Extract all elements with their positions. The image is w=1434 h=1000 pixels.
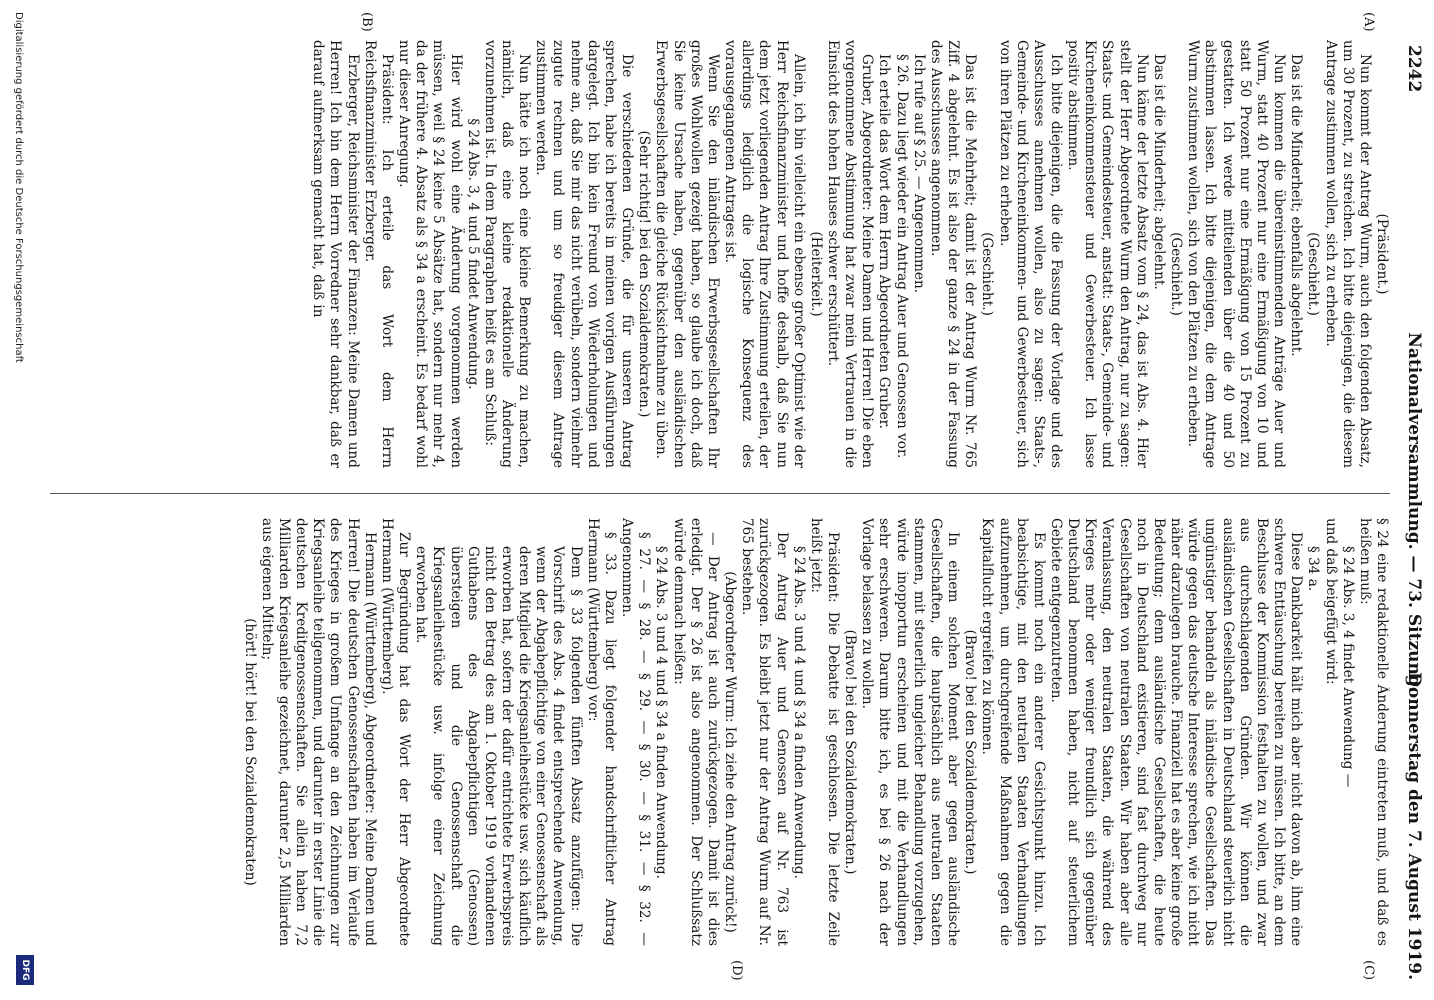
paragraph: Das ist die Minderheit; abgelehnt. bbox=[1150, 54, 1167, 290]
paragraph: Wenn Sie den inländischen Erwerbsgesellschaften Ihr großes Wohlwollen gezeigt haben, so glaube ich doch, daß Sie keine Ursache haben, gegenüber den ausländischen Erwerbsgesellschaften die gleiche Rücksichtnahme zu üben. bbox=[653, 40, 721, 468]
paragraph: § 24 Abs. 3, 4 und 5 findet Anwendung. bbox=[464, 118, 481, 390]
paragraph: Hier wird wohl eine Änderung vorgenommen werden müssen, weil § 24 keine 5 Absätze hat, sondern nur mehr 4, da der frühere 4. Absatz als § 34 a erscheint. Es bedarf wohl nur dieser Anregung. bbox=[396, 40, 464, 468]
left-text-column bbox=[50, 40, 1390, 468]
paragraph: (Sehr richtig! bei den Sozialdemokraten.) bbox=[636, 130, 653, 418]
digitization-credit: Digitalisierung gefördert durch die Deutsche Forschungsgemeinschaft bbox=[13, 12, 24, 363]
paragraph: Der Antrag Auer und Genossen auf Nr. 763 ist zurückgezogen. Es bleibt jetzt nur der Antrag Wurm auf Nr. 765 bestehen. bbox=[739, 518, 790, 946]
paragraph: § 26. Dazu liegt wieder ein Antrag Auer und Genossen vor. bbox=[893, 54, 910, 459]
paragraph: § 24 Abs. 3, 4 findet Anwendung — bbox=[1339, 546, 1356, 788]
paragraph: Erzberger, Reichsminister der Finanzen: Meine Damen und Herren! Ich bin dem Herrn Vorredner sehr dankbar, daß er darauf aufmerksam gemacht hat, daß in bbox=[310, 40, 361, 468]
paragraph: (Präsident.) bbox=[1374, 213, 1390, 295]
margin-mark-a: (A) bbox=[1361, 12, 1376, 32]
paragraph: Nun kommt der Antrag Wurm, auch den folgenden Absatz, um 30 Prozent, zu streichen. Ich bitte diejenigen, die diesem Antrage zustimmen wollen, sich zu erheben. bbox=[1322, 40, 1373, 468]
right-text-column bbox=[50, 518, 1390, 946]
paragraph: (Abgeordneter Wurm: Ich ziehe den Antrag zurück!) bbox=[722, 571, 739, 933]
page-number: 2242 bbox=[1404, 45, 1424, 93]
paragraph: Zur Begründung hat das Wort der Herr Abgeordnete Hermann (Württemberg). bbox=[378, 518, 413, 946]
session-date: Donnerstag den 7. August 1919. bbox=[1404, 672, 1424, 980]
paragraph: (Heiterkeit.) bbox=[807, 231, 824, 317]
paragraph: Ich rufe auf § 25. — Angenommen. bbox=[910, 54, 927, 294]
paragraph: § 24 eine redaktionelle Änderung eintreten muß, und daß es heißen muß: bbox=[1356, 518, 1390, 946]
paragraph: (Geschieht.) bbox=[979, 232, 996, 316]
paragraph: Nun hätte ich noch eine kleine Bemerkung zu machen, nämlich, daß eine kleine redaktionelle Änderung vorzunehmen ist. In dem Paragraphen heißt es am Schluß: bbox=[481, 40, 533, 468]
paragraph: (Geschieht.) bbox=[1168, 232, 1185, 316]
paragraph: Ich bitte diejenigen, die die Fassung der Vorlage und des Ausschusses annehmen wollen, also zu sagen: Staats-, Gemeinde- und Kircheneinkommen- und Gewerbesteuer, sich von ihren Plätzen zu erheben. bbox=[996, 40, 1065, 468]
paragraph: Nun käme der letzte Absatz vom § 24, das ist Abs. 4. Hier stellt der Herr Abgeordnete Wurm den Antrag, nur zu sagen: Staats- und Gemeindesteuer, anstatt: Staats-, Gemeinde- und Kircheneinkommensteuer und Gewerbesteuer. Ich lasse positiv abstimmen. bbox=[1065, 40, 1150, 468]
paragraph: § 33. Dazu liegt folgender handschriftlicher Antrag Hermann (Württemberg) vor: bbox=[584, 518, 618, 946]
paragraph: § 34 a. bbox=[1305, 546, 1322, 592]
paragraph: § 27. — § 28. — § 29. — § 30. — § 31. — § 32. — Angenommen. bbox=[619, 518, 653, 946]
page-header bbox=[1402, 45, 1426, 980]
column-divider bbox=[50, 493, 1390, 494]
paragraph: Nun kommen die übereinstimmenden Anträge Auer und Wurm, statt 40 Prozent nur eine Ermäßigung von 10 und statt 50 Prozent nur eine Ermäßigung von 15 Prozent zu gestatten. Ich werde mitteilenden über die 40 und 50 abstimmen lassen. Ich bitte diejenigen, die dem Antrage Wurm zustimmen wollen, sich von den Plätzen zu erheben. bbox=[1185, 40, 1288, 468]
paragraph: § 24 Abs. 3 und 4 und § 34 a finden Anwendung. bbox=[653, 546, 670, 879]
paragraph: Allein, ich bin vielleicht ein ebenso großer Optimist wie der Herr Reichsfinanzminister und hoffe deshalb, daß Sie nun dem jetzt vorliegenden Antrag Ihre Zustimmung erteilen, der allerdings lediglich die logische Konsequenz des vorausgegangenen Antrages ist. bbox=[722, 40, 807, 468]
margin-mark-b: (B) bbox=[359, 12, 374, 32]
margin-mark-c: (C) bbox=[1361, 960, 1376, 981]
paragraph: (Bravo! bei den Sozialdemokraten.) bbox=[962, 629, 979, 875]
page-title: Nationalversammlung. — 73. Sitzung. bbox=[1404, 332, 1424, 693]
paragraph: Ich erteile das Wort dem Herrn Abgeordneten Gruber. bbox=[876, 54, 893, 429]
paragraph: Diese Dankbarkeit hält mich aber nicht davon ab, ihm eine schwere Enttäuschung bereiten zu müssen. Ich bitte, an dem Beschlusse der Kommission festhalten zu wollen, und zwar aus durchschlagenden Gründen. Wir können die ausländischen Gesellschaften in Deutschland steuerlich nicht ungünstiger behandeln als inländische Gesellschaften. Das würde gegen das deutsche Interesse sprechen, wie ich nicht näher darzulegen brauche. Finanziell hat es aber keine große Bedeutung; denn ausländische Gesellschaften, die heute noch in Deutschland existieren, sind fast durchweg nur Gesellschaften von neutralen Staaten. Wir haben aber alle Veranlassung, den neutralen Staaten, die während des Krieges mehr oder weniger freundlich sich gegenüber Deutschland benommen haben, nicht auf steuerlichem Gebiete entgegenzutreten. bbox=[1048, 518, 1305, 946]
paragraph: § 24 Abs. 3 und 4 und § 34 a finden Anwendung. bbox=[790, 546, 807, 879]
paragraph: (Bravo! bei den Sozialdemokraten.) bbox=[842, 629, 859, 875]
paragraph: — Der Antrag ist auch zurückgezogen. Damit ist dies erledigt. Der § 26 ist also angenommen. Der Schlußsatz würde demnach heißen: bbox=[670, 518, 721, 946]
paragraph: (hört! hört! bei den Sozialdemokraten) bbox=[241, 618, 258, 886]
margin-mark-d: (D) bbox=[729, 960, 744, 981]
paragraph: Die verschiedenen Gründe, die für unseren Antrag sprechen, habe ich bereits in meinen vorigen Ausführungen dargelegt. Ich bin kein Freund von Wiederholungen und nehme an, daß Sie mir das nicht verübeln, sondern vielmehr zugute rechnen und um so freudiger diesem Antrage zustimmen werden. bbox=[533, 40, 636, 468]
paragraph: Präsident: Ich erteile das Wort dem Herrn Reichsfinanzminister Erzberger. bbox=[361, 40, 395, 468]
paragraph: (Geschieht.) bbox=[1305, 232, 1322, 316]
paragraph: Es kommt noch ein anderer Gesichtspunkt hinzu. Ich beabsichtige, mit den neutralen Staaten Verhandlungen aufzunehmen, um durchgreifende Maßnahmen gegen die Kapitalflucht ergreifen zu können. bbox=[979, 518, 1047, 946]
paragraph: Gruber, Abgeordneter: Meine Damen und Herren! Die eben vorgenommene Abstimmung hat zwar mein Vertrauen in die Einsicht des hohen Hauses schwer erschüttert. bbox=[825, 40, 876, 468]
dfg-logo: DFG bbox=[16, 955, 34, 985]
paragraph: Präsident: Die Debatte ist geschlossen. Die letzte Zeile heißt jetzt: bbox=[807, 518, 841, 946]
paragraph: Dem § 33 folgenden fünften Absatz anzufügen: Die Vorschrift des Abs. 4 findet entsprechende Anwendung, wenn der Abgabepflichtige von einer Genossenschaft als deren Mitglied die Kriegsanleihestücke usw. sich käuflich erworben hat, sofern der dafür entrichtete Erwerbspreis nicht den Betrag des am 1. Oktober 1919 vorhandenen Guthabens des Abgabepflichtigen (Genossen) übersteigen und die Genossenschaft die Kriegsanleihestücke usw. infolge einer Zeichnung erworben hat. bbox=[413, 546, 584, 946]
paragraph: In einem solchen Moment aber gegen ausländische Gesellschaften, die hauptsächlich aus neutralen Staaten stammen, mit steuerlich ungleicher Behandlung vorzugehen, würde inopportun erscheinen und mit die Verhandlungen sehr erschweren. Darum bitte ich, es bei § 26 nach der Vorlage belassen zu wollen. bbox=[859, 518, 962, 946]
paragraph: und daß beigefügt wird: bbox=[1322, 518, 1339, 685]
paragraph: Das ist die Minderheit; ebenfalls abgelehnt. bbox=[1288, 54, 1305, 357]
paragraph: Hermann (Württemberg), Abgeordneter: Meine Damen und Herren! Die deutschen Genossenschaften haben im Verlaufe des Krieges in großem Umfange an den Zeichnungen zur Kriegsanleihe teilgenommen, und darunter in erster Linie die deutschen Kreditgenossenschaften. Sie allein haben 7,2 Milliarden Kriegsanleihe gezeichnet, darunter 2,5 Milliarden aus eigenen Mitteln; bbox=[258, 518, 378, 946]
paragraph: Das ist die Mehrheit; damit ist der Antrag Wurm Nr. 765 Ziff. 4 abgelehnt. Es ist also der ganze § 24 in der Fassung des Ausschusses angenommen. bbox=[927, 40, 979, 468]
